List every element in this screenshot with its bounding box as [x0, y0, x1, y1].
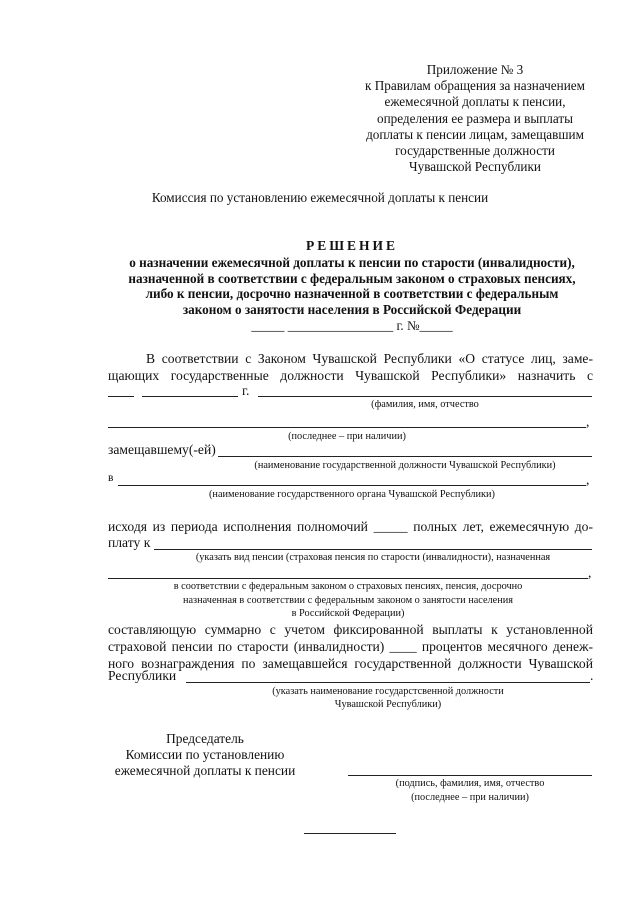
- body-line: исходя из периода исполнения полномочий _____ полных лет, ежемесячную до-: [108, 519, 593, 534]
- footer-separator: [304, 833, 396, 834]
- annex-line: ежемесячной доплаты к пенсии,: [384, 94, 566, 110]
- blank-final-position: [186, 682, 590, 683]
- hint-pension: назначенная в соответствии с федеральным законом о занятости населения: [182, 595, 514, 606]
- held-label: замещавшему(-ей): [108, 442, 216, 457]
- in-label: в: [108, 472, 114, 484]
- blank-month: [142, 396, 238, 397]
- hint-signature: (подпись, фамилия, имя, отчество: [395, 778, 545, 789]
- annex-header: [330, 62, 620, 175]
- comma: ,: [586, 414, 590, 429]
- annex-line: к Правилам обращения за назначением: [365, 78, 585, 94]
- hint-position: (наименование государственной должности Чувашской Республики): [254, 460, 556, 471]
- decision-subtitle-line: либо к пенсии, досрочно назначенной в соответствии с федеральным: [145, 286, 559, 302]
- pension-label: плату к: [108, 535, 151, 550]
- blank-position: [218, 456, 592, 457]
- commission-name: Комиссия по установлению ежемесячной доплаты к пенсии: [151, 190, 489, 205]
- decision-date-number: _____ ________________ г. №_____: [251, 318, 453, 333]
- blank-day: [108, 396, 134, 397]
- comma: ,: [588, 565, 592, 580]
- body-line: ного вознаграждения по замещавшейся государственной должности Чувашской: [108, 656, 593, 671]
- decision-title: РЕШЕНИЕ: [305, 238, 399, 253]
- hint-pension: в Российской Федерации): [291, 608, 405, 619]
- hint-final: (указать наименование государстсвенной должности: [272, 686, 504, 697]
- signature-role-line: Комиссии по установлению: [125, 747, 285, 762]
- republic-label: Республики: [108, 668, 177, 683]
- body-line: В соответствии с Законом Чувашской Республики «О статусе лиц, заме-: [146, 351, 593, 366]
- decision-subtitle-line: законом о занятости населения в Российской Федерации: [182, 301, 522, 317]
- decision-subtitle: [100, 255, 604, 317]
- year-suffix: г.: [242, 383, 250, 398]
- signature-role-line: ежемесячной доплаты к пенсии: [114, 763, 296, 778]
- decision-subtitle-line: о назначении ежемесячной доплаты к пенсии по старости (инвалидности),: [129, 255, 575, 270]
- hint-final: Чувашской Республики): [334, 699, 442, 710]
- annex-line: Приложение № 3: [426, 62, 524, 77]
- hint-fio: (фамилия, имя, отчество: [371, 399, 479, 410]
- annex-line: государственные должности: [395, 143, 555, 159]
- hint-organ: (наименование государственного органа Чувашской Республики): [209, 489, 495, 500]
- annex-line: Чувашской Республики: [409, 159, 541, 175]
- signature-role-line: Председатель: [166, 731, 244, 746]
- body-line: страховой пенсии по старости (инвалидности) ____ процентов месячного денеж-: [108, 639, 593, 654]
- hint-patronymic: (последнее – при наличии): [288, 431, 406, 442]
- comma: ,: [586, 472, 590, 487]
- blank-signature: [348, 775, 592, 776]
- decision-subtitle-line: назначенной в соответствии с федеральным законом о страховых пенсиях,: [128, 270, 576, 286]
- body-line: составляющую суммарно с учетом фиксированной выплаты к установленной: [108, 622, 593, 637]
- hint-signature: (последнее – при наличии): [411, 792, 529, 803]
- body-line: щающих государственные должности Чувашской Республики» назначить с: [108, 368, 593, 383]
- blank-pension-type: [154, 549, 592, 550]
- annex-line: доплаты к пенсии лицам, замещавшим: [366, 126, 584, 142]
- blank-organ: [118, 485, 586, 486]
- hint-pension: (указать вид пенсии (страховая пенсия по старости (инвалидности), назначенная: [195, 552, 551, 563]
- hint-pension: в соответствии с федеральным законом о страховых пенсиях, пенсия, досрочно: [173, 581, 523, 592]
- annex-line: определения ее размера и выплаты: [376, 110, 574, 126]
- blank-fio-continued: [108, 427, 586, 428]
- blank-fio: [258, 396, 592, 397]
- blank-pension-continued: [108, 578, 588, 579]
- signature-role: [100, 731, 310, 779]
- period-mark: .: [590, 668, 594, 683]
